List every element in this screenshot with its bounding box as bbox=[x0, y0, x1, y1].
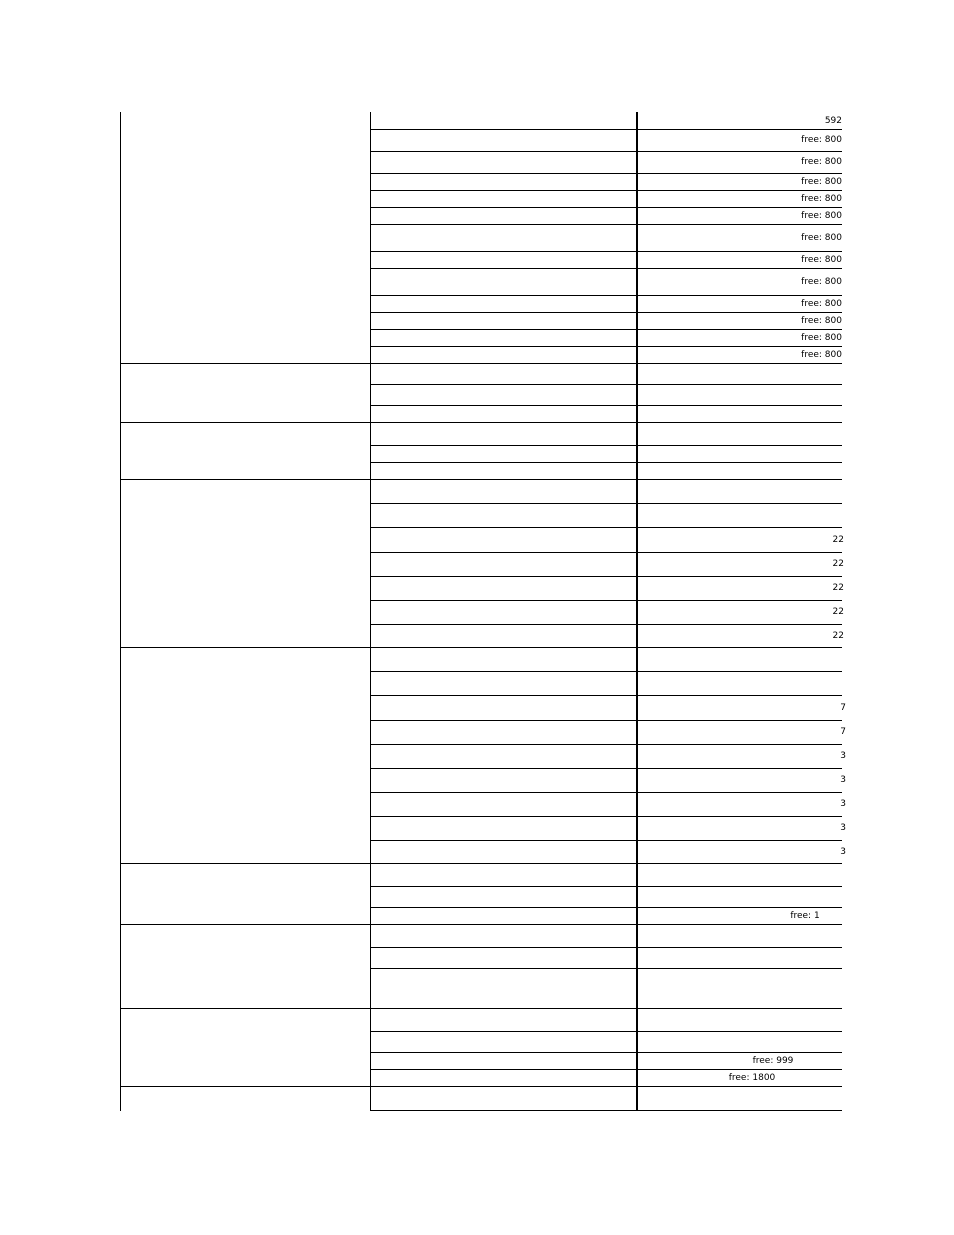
table-row bbox=[638, 695, 846, 720]
table-row bbox=[638, 768, 846, 792]
table-row bbox=[638, 224, 842, 251]
table-row bbox=[638, 907, 842, 924]
table-row bbox=[638, 329, 842, 346]
cell-value: free: 800 bbox=[801, 135, 842, 145]
cell-value: 3 bbox=[840, 846, 846, 857]
column-divider-middle bbox=[370, 112, 371, 1111]
group-divider bbox=[120, 1008, 842, 1009]
cell-value: 592 bbox=[824, 115, 842, 126]
cell-value: 22 bbox=[832, 534, 844, 545]
cell-value: free: 800 bbox=[801, 176, 842, 187]
row-divider bbox=[370, 462, 842, 463]
cell-value: free: 800 bbox=[801, 193, 842, 204]
cell-value: 22 bbox=[832, 583, 844, 593]
table-row bbox=[638, 112, 842, 129]
row-divider bbox=[370, 503, 842, 504]
table-row bbox=[638, 268, 842, 295]
table-row bbox=[638, 173, 842, 190]
row-divider bbox=[370, 384, 842, 385]
table-row bbox=[638, 552, 842, 576]
cell-value: 7 bbox=[840, 727, 846, 737]
table-row bbox=[638, 527, 842, 552]
cell-value: free: 800 bbox=[801, 349, 842, 360]
table-row bbox=[638, 744, 846, 768]
table-row bbox=[638, 151, 842, 173]
row-divider bbox=[370, 947, 842, 948]
cell-value: 3 bbox=[840, 799, 846, 809]
table-row bbox=[638, 816, 846, 840]
cell-value: 22 bbox=[832, 630, 844, 641]
table-row bbox=[638, 295, 842, 312]
cell-value: 3 bbox=[840, 751, 846, 761]
cell-value: 3 bbox=[840, 775, 846, 785]
cell-value: 7 bbox=[840, 702, 846, 713]
table-row bbox=[638, 1052, 842, 1069]
row-divider bbox=[370, 405, 842, 406]
table-row bbox=[638, 576, 842, 600]
group-divider bbox=[120, 863, 842, 864]
cell-value: free: 1 bbox=[790, 910, 820, 921]
table-row bbox=[638, 624, 842, 647]
cell-value: free: 999 bbox=[752, 1055, 794, 1066]
cell-value: 3 bbox=[840, 823, 846, 833]
column-divider-left bbox=[120, 112, 121, 1111]
cell-value: free: 1800 bbox=[728, 1072, 776, 1083]
table-row bbox=[638, 312, 842, 329]
group-divider bbox=[120, 422, 842, 423]
table-row bbox=[638, 1069, 842, 1086]
table-row bbox=[638, 600, 842, 624]
cell-value: free: 800 bbox=[801, 210, 842, 221]
cell-value: free: 800 bbox=[801, 298, 842, 309]
row-divider bbox=[370, 1110, 842, 1111]
row-divider bbox=[370, 968, 842, 969]
cell-value: free: 800 bbox=[801, 157, 842, 167]
table-row bbox=[638, 207, 842, 224]
table-row bbox=[638, 720, 846, 744]
row-divider bbox=[370, 1031, 842, 1032]
cell-value: free: 800 bbox=[801, 254, 842, 265]
group-divider bbox=[120, 479, 842, 480]
table-row bbox=[638, 346, 842, 363]
group-divider bbox=[120, 363, 842, 364]
cell-value: free: 800 bbox=[801, 232, 842, 243]
table-row bbox=[638, 792, 846, 816]
cell-value: 22 bbox=[832, 559, 844, 569]
table-row bbox=[638, 251, 842, 268]
table-row bbox=[638, 840, 846, 863]
group-divider bbox=[120, 647, 842, 648]
cell-value: free: 800 bbox=[801, 315, 842, 326]
cell-value: 22 bbox=[832, 607, 844, 617]
cell-value: free: 800 bbox=[801, 332, 842, 343]
table-row bbox=[638, 190, 842, 207]
row-divider bbox=[370, 671, 842, 672]
group-divider bbox=[120, 1086, 842, 1087]
table-row bbox=[638, 129, 842, 151]
row-divider bbox=[370, 886, 842, 887]
row-divider bbox=[370, 445, 842, 446]
group-divider bbox=[120, 924, 842, 925]
cell-value: free: 800 bbox=[801, 276, 842, 287]
